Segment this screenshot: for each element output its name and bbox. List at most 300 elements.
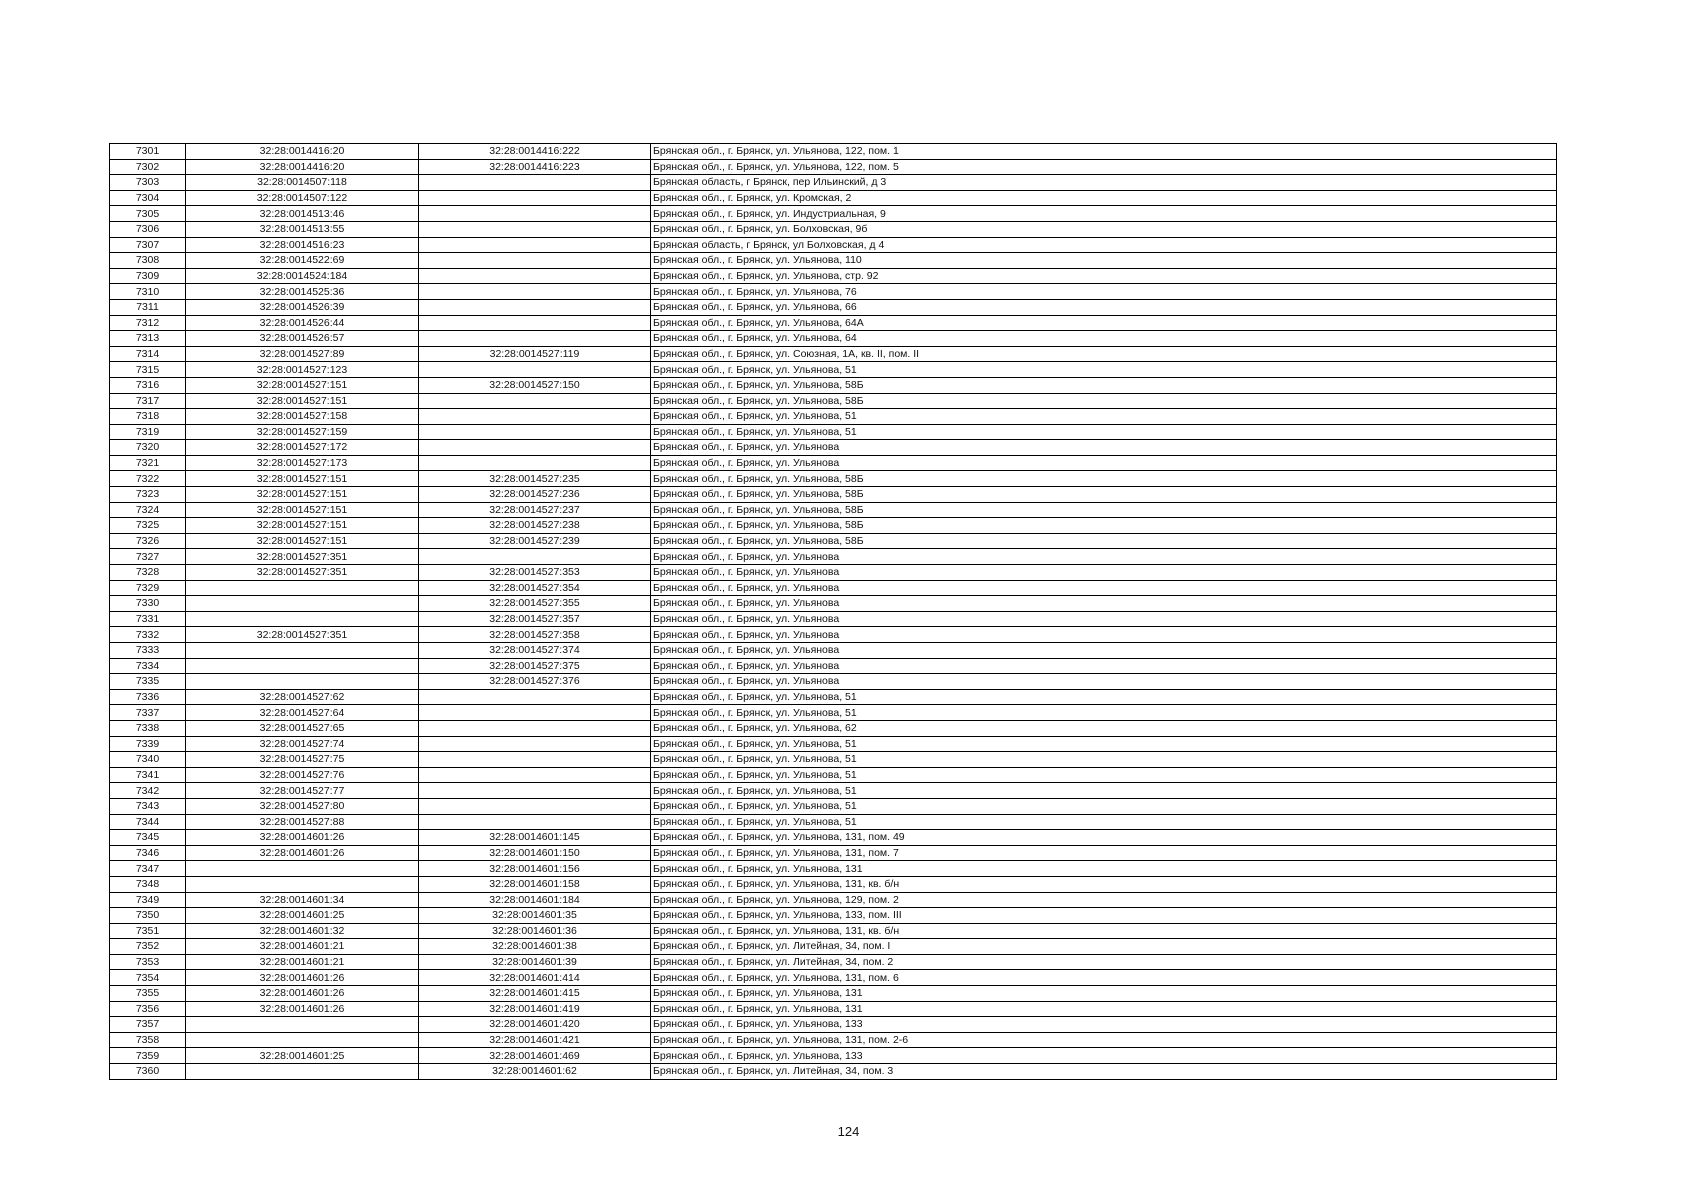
object-cadastral-number-cell	[419, 783, 651, 799]
address-cell: Брянская обл., г. Брянск, ул. Ульянова, 51	[651, 767, 1557, 783]
object-cadastral-number-cell: 32:28:0014601:414	[419, 970, 651, 986]
table-row	[110, 892, 1557, 908]
address-cell: Брянская обл., г. Брянск, ул. Ульянова, 58Б	[651, 487, 1557, 503]
row-number-cell: 7344	[110, 814, 186, 830]
cadastral-number-cell: 32:28:0014416:20	[186, 159, 419, 175]
object-cadastral-number-cell	[419, 362, 651, 378]
row-number-cell: 7324	[110, 502, 186, 518]
table-row	[110, 627, 1557, 643]
table-row	[110, 689, 1557, 705]
cadastral-number-cell: 32:28:0014527:74	[186, 736, 419, 752]
row-number-cell: 7325	[110, 518, 186, 534]
table-row	[110, 565, 1557, 581]
table-row	[110, 986, 1557, 1002]
row-number-cell: 7355	[110, 986, 186, 1002]
row-number-cell: 7312	[110, 315, 186, 331]
object-cadastral-number-cell	[419, 455, 651, 471]
table-row	[110, 830, 1557, 846]
row-number-cell: 7302	[110, 159, 186, 175]
row-number-cell: 7360	[110, 1064, 186, 1080]
address-cell: Брянская обл., г. Брянск, ул. Ульянова, 51	[651, 424, 1557, 440]
cadastral-number-cell: 32:28:0014527:151	[186, 533, 419, 549]
object-cadastral-number-cell: 32:28:0014527:355	[419, 596, 651, 612]
row-number-cell: 7354	[110, 970, 186, 986]
cadastral-number-cell: 32:28:0014526:44	[186, 315, 419, 331]
table-row	[110, 861, 1557, 877]
cadastral-number-cell: 32:28:0014526:39	[186, 299, 419, 315]
address-cell: Брянская обл., г. Брянск, ул. Ульянова	[651, 596, 1557, 612]
cadastral-number-cell: 32:28:0014527:151	[186, 471, 419, 487]
address-cell: Брянская обл., г. Брянск, ул. Литейная, 34, пом. I	[651, 939, 1557, 955]
object-cadastral-number-cell: 32:28:0014601:184	[419, 892, 651, 908]
cadastral-number-cell: 32:28:0014527:159	[186, 424, 419, 440]
table-row	[110, 643, 1557, 659]
address-cell: Брянская обл., г. Брянск, ул. Болховская, 9б	[651, 221, 1557, 237]
object-cadastral-number-cell: 32:28:0014527:239	[419, 533, 651, 549]
address-cell: Брянская обл., г. Брянск, ул. Ульянова, 51	[651, 689, 1557, 705]
cadastral-number-cell	[186, 876, 419, 892]
row-number-cell: 7321	[110, 455, 186, 471]
cadastral-number-cell	[186, 1064, 419, 1080]
cadastral-number-cell: 32:28:0014527:172	[186, 440, 419, 456]
row-number-cell: 7351	[110, 923, 186, 939]
table-row	[110, 1064, 1557, 1080]
address-cell: Брянская область, г Брянск, пер Ильинский, д 3	[651, 175, 1557, 191]
table-row	[110, 923, 1557, 939]
object-cadastral-number-cell	[419, 237, 651, 253]
table-row	[110, 393, 1557, 409]
table-row	[110, 409, 1557, 425]
table-row	[110, 175, 1557, 191]
cadastral-number-cell: 32:28:0014416:20	[186, 144, 419, 160]
address-cell: Брянская обл., г. Брянск, ул. Ульянова, 76	[651, 284, 1557, 300]
table-row	[110, 299, 1557, 315]
address-cell: Брянская обл., г. Брянск, ул. Ульянова, 51	[651, 705, 1557, 721]
table-row	[110, 736, 1557, 752]
row-number-cell: 7310	[110, 284, 186, 300]
address-cell: Брянская обл., г. Брянск, ул. Ульянова	[651, 658, 1557, 674]
table-row	[110, 611, 1557, 627]
object-cadastral-number-cell: 32:28:0014601:158	[419, 876, 651, 892]
row-number-cell: 7357	[110, 1017, 186, 1033]
address-cell: Брянская обл., г. Брянск, ул. Ульянова, 58Б	[651, 518, 1557, 534]
row-number-cell: 7349	[110, 892, 186, 908]
address-cell: Брянская обл., г. Брянск, ул. Ульянова	[651, 565, 1557, 581]
cadastral-number-cell: 32:28:0014527:151	[186, 518, 419, 534]
row-number-cell: 7356	[110, 1001, 186, 1017]
row-number-cell: 7338	[110, 720, 186, 736]
row-number-cell: 7323	[110, 487, 186, 503]
address-cell: Брянская обл., г. Брянск, ул. Ульянова, 131	[651, 1001, 1557, 1017]
cadastral-number-cell: 32:28:0014527:123	[186, 362, 419, 378]
object-cadastral-number-cell: 32:28:0014527:119	[419, 346, 651, 362]
row-number-cell: 7314	[110, 346, 186, 362]
address-cell: Брянская обл., г. Брянск, ул. Ульянова	[651, 643, 1557, 659]
object-cadastral-number-cell: 32:28:0014527:150	[419, 377, 651, 393]
cadastral-number-cell: 32:28:0014601:26	[186, 986, 419, 1002]
cadastral-number-cell: 32:28:0014601:26	[186, 970, 419, 986]
row-number-cell: 7337	[110, 705, 186, 721]
cadastral-number-cell	[186, 596, 419, 612]
row-number-cell: 7303	[110, 175, 186, 191]
row-number-cell: 7348	[110, 876, 186, 892]
row-number-cell: 7347	[110, 861, 186, 877]
table-row	[110, 845, 1557, 861]
table-row	[110, 253, 1557, 269]
address-cell: Брянская обл., г. Брянск, ул. Ульянова, 58Б	[651, 377, 1557, 393]
table-row	[110, 580, 1557, 596]
object-cadastral-number-cell	[419, 175, 651, 191]
row-number-cell: 7305	[110, 206, 186, 222]
row-number-cell: 7327	[110, 549, 186, 565]
cadastral-number-cell	[186, 580, 419, 596]
address-cell: Брянская обл., г. Брянск, ул. Ульянова, 51	[651, 736, 1557, 752]
cadastral-number-cell	[186, 674, 419, 690]
row-number-cell: 7326	[110, 533, 186, 549]
cadastral-number-cell: 32:28:0014527:77	[186, 783, 419, 799]
object-cadastral-number-cell: 32:28:0014527:374	[419, 643, 651, 659]
cadastral-number-cell: 32:28:0014527:151	[186, 502, 419, 518]
object-cadastral-number-cell: 32:28:0014527:358	[419, 627, 651, 643]
table-row	[110, 315, 1557, 331]
cadastral-number-cell: 32:28:0014601:21	[186, 954, 419, 970]
cadastral-number-cell: 32:28:0014527:75	[186, 752, 419, 768]
table-row	[110, 221, 1557, 237]
object-cadastral-number-cell	[419, 720, 651, 736]
row-number-cell: 7317	[110, 393, 186, 409]
row-number-cell: 7342	[110, 783, 186, 799]
cadastral-number-cell: 32:28:0014601:26	[186, 1001, 419, 1017]
object-cadastral-number-cell: 32:28:0014527:353	[419, 565, 651, 581]
object-cadastral-number-cell: 32:28:0014416:223	[419, 159, 651, 175]
table-row	[110, 346, 1557, 362]
address-cell: Брянская обл., г. Брянск, ул. Литейная, 34, пом. 3	[651, 1064, 1557, 1080]
table-row	[110, 596, 1557, 612]
table-row	[110, 720, 1557, 736]
table-row	[110, 206, 1557, 222]
object-cadastral-number-cell: 32:28:0014601:145	[419, 830, 651, 846]
address-cell: Брянская обл., г. Брянск, ул. Ульянова, 133	[651, 1048, 1557, 1064]
address-cell: Брянская обл., г. Брянск, ул. Ульянова, стр. 92	[651, 268, 1557, 284]
object-cadastral-number-cell	[419, 424, 651, 440]
address-cell: Брянская область, г Брянск, ул Болховская, д 4	[651, 237, 1557, 253]
cadastral-number-cell	[186, 611, 419, 627]
address-cell: Брянская обл., г. Брянск, ул. Ульянова, 122, пом. 5	[651, 159, 1557, 175]
row-number-cell: 7328	[110, 565, 186, 581]
object-cadastral-number-cell: 32:28:0014601:469	[419, 1048, 651, 1064]
table-row	[110, 783, 1557, 799]
row-number-cell: 7346	[110, 845, 186, 861]
table-row	[110, 144, 1557, 160]
object-cadastral-number-cell: 32:28:0014416:222	[419, 144, 651, 160]
address-cell: Брянская обл., г. Брянск, ул. Ульянова, 58Б	[651, 471, 1557, 487]
row-number-cell: 7311	[110, 299, 186, 315]
object-cadastral-number-cell: 32:28:0014601:415	[419, 986, 651, 1002]
table-row	[110, 268, 1557, 284]
cadastral-number-cell: 32:28:0014527:158	[186, 409, 419, 425]
row-number-cell: 7340	[110, 752, 186, 768]
row-number-cell: 7319	[110, 424, 186, 440]
table-row	[110, 767, 1557, 783]
object-cadastral-number-cell: 32:28:0014601:35	[419, 908, 651, 924]
object-cadastral-number-cell	[419, 752, 651, 768]
object-cadastral-number-cell	[419, 284, 651, 300]
cadastral-number-cell: 32:28:0014526:57	[186, 331, 419, 347]
address-cell: Брянская обл., г. Брянск, ул. Ульянова, 131, кв. б/н	[651, 923, 1557, 939]
table-row	[110, 970, 1557, 986]
row-number-cell: 7322	[110, 471, 186, 487]
address-cell: Брянская обл., г. Брянск, ул. Ульянова, 131, пом. 49	[651, 830, 1557, 846]
object-cadastral-number-cell	[419, 409, 651, 425]
table-row	[110, 487, 1557, 503]
address-cell: Брянская обл., г. Брянск, ул. Ульянова, 64	[651, 331, 1557, 347]
object-cadastral-number-cell: 32:28:0014601:150	[419, 845, 651, 861]
object-cadastral-number-cell: 32:28:0014601:36	[419, 923, 651, 939]
object-cadastral-number-cell: 32:28:0014601:420	[419, 1017, 651, 1033]
cadastral-number-cell: 32:28:0014527:351	[186, 627, 419, 643]
cadastral-number-cell: 32:28:0014513:55	[186, 221, 419, 237]
cadastral-number-cell: 32:28:0014601:26	[186, 845, 419, 861]
cadastral-number-cell	[186, 658, 419, 674]
cadastral-number-cell: 32:28:0014601:25	[186, 1048, 419, 1064]
address-cell: Брянская обл., г. Брянск, ул. Ульянова, 51	[651, 362, 1557, 378]
table-row	[110, 440, 1557, 456]
address-cell: Брянская обл., г. Брянск, ул. Ульянова, 110	[651, 253, 1557, 269]
object-cadastral-number-cell	[419, 767, 651, 783]
address-cell: Брянская обл., г. Брянск, ул. Ульянова, 131	[651, 986, 1557, 1002]
object-cadastral-number-cell	[419, 440, 651, 456]
object-cadastral-number-cell	[419, 549, 651, 565]
cadastral-number-cell	[186, 1032, 419, 1048]
property-registry-table	[109, 143, 1557, 1080]
registry-table-body	[110, 144, 1557, 1080]
object-cadastral-number-cell	[419, 331, 651, 347]
address-cell: Брянская обл., г. Брянск, ул. Ульянова, 131, кв. б/н	[651, 876, 1557, 892]
table-row	[110, 331, 1557, 347]
row-number-cell: 7313	[110, 331, 186, 347]
object-cadastral-number-cell	[419, 299, 651, 315]
row-number-cell: 7330	[110, 596, 186, 612]
row-number-cell: 7329	[110, 580, 186, 596]
object-cadastral-number-cell: 32:28:0014601:39	[419, 954, 651, 970]
object-cadastral-number-cell	[419, 705, 651, 721]
table-row	[110, 939, 1557, 955]
object-cadastral-number-cell: 32:28:0014527:236	[419, 487, 651, 503]
table-row	[110, 502, 1557, 518]
row-number-cell: 7343	[110, 798, 186, 814]
row-number-cell: 7341	[110, 767, 186, 783]
address-cell: Брянская обл., г. Брянск, ул. Ульянова	[651, 455, 1557, 471]
object-cadastral-number-cell	[419, 736, 651, 752]
address-cell: Брянская обл., г. Брянск, ул. Ульянова, 64А	[651, 315, 1557, 331]
table-row	[110, 908, 1557, 924]
object-cadastral-number-cell	[419, 798, 651, 814]
cadastral-number-cell: 32:28:0014527:351	[186, 565, 419, 581]
address-cell: Брянская обл., г. Брянск, ул. Ульянова, 51	[651, 814, 1557, 830]
cadastral-number-cell: 32:28:0014527:351	[186, 549, 419, 565]
row-number-cell: 7358	[110, 1032, 186, 1048]
cadastral-number-cell: 32:28:0014527:65	[186, 720, 419, 736]
row-number-cell: 7333	[110, 643, 186, 659]
table-row	[110, 798, 1557, 814]
object-cadastral-number-cell	[419, 221, 651, 237]
table-row	[110, 190, 1557, 206]
address-cell: Брянская обл., г. Брянск, ул. Ульянова, 62	[651, 720, 1557, 736]
row-number-cell: 7320	[110, 440, 186, 456]
table-row	[110, 752, 1557, 768]
table-row	[110, 455, 1557, 471]
address-cell: Брянская обл., г. Брянск, ул. Индустриальная, 9	[651, 206, 1557, 222]
row-number-cell: 7352	[110, 939, 186, 955]
cadastral-number-cell: 32:28:0014601:26	[186, 830, 419, 846]
row-number-cell: 7339	[110, 736, 186, 752]
object-cadastral-number-cell: 32:28:0014601:62	[419, 1064, 651, 1080]
row-number-cell: 7335	[110, 674, 186, 690]
address-cell: Брянская обл., г. Брянск, ул. Ульянова, 131, пом. 7	[651, 845, 1557, 861]
address-cell: Брянская обл., г. Брянск, ул. Ульянова, 66	[651, 299, 1557, 315]
table-row	[110, 424, 1557, 440]
cadastral-number-cell: 32:28:0014513:46	[186, 206, 419, 222]
address-cell: Брянская обл., г. Брянск, ул. Ульянова, 51	[651, 783, 1557, 799]
address-cell: Брянская обл., г. Брянск, ул. Ульянова, 122, пом. 1	[651, 144, 1557, 160]
object-cadastral-number-cell: 32:28:0014527:376	[419, 674, 651, 690]
object-cadastral-number-cell	[419, 190, 651, 206]
cadastral-number-cell: 32:28:0014524:184	[186, 268, 419, 284]
table-row	[110, 658, 1557, 674]
cadastral-number-cell: 32:28:0014507:122	[186, 190, 419, 206]
table-row	[110, 237, 1557, 253]
address-cell: Брянская обл., г. Брянск, ул. Ульянова, 131, пом. 2-6	[651, 1032, 1557, 1048]
cadastral-number-cell: 32:28:0014527:151	[186, 393, 419, 409]
object-cadastral-number-cell: 32:28:0014527:235	[419, 471, 651, 487]
address-cell: Брянская обл., г. Брянск, ул. Ульянова, 131, пом. 6	[651, 970, 1557, 986]
object-cadastral-number-cell	[419, 393, 651, 409]
table-row	[110, 518, 1557, 534]
table-row	[110, 1017, 1557, 1033]
table-row	[110, 1032, 1557, 1048]
address-cell: Брянская обл., г. Брянск, ул. Литейная, 34, пом. 2	[651, 954, 1557, 970]
cadastral-number-cell: 32:28:0014527:89	[186, 346, 419, 362]
cadastral-number-cell: 32:28:0014601:21	[186, 939, 419, 955]
address-cell: Брянская обл., г. Брянск, ул. Ульянова	[651, 440, 1557, 456]
address-cell: Брянская обл., г. Брянск, ул. Ульянова	[651, 674, 1557, 690]
address-cell: Брянская обл., г. Брянск, ул. Ульянова, 131	[651, 861, 1557, 877]
table-row	[110, 705, 1557, 721]
address-cell: Брянская обл., г. Брянск, ул. Ульянова, 133, пом. III	[651, 908, 1557, 924]
row-number-cell: 7318	[110, 409, 186, 425]
object-cadastral-number-cell: 32:28:0014527:238	[419, 518, 651, 534]
object-cadastral-number-cell: 32:28:0014527:354	[419, 580, 651, 596]
table-row	[110, 876, 1557, 892]
table-row	[110, 954, 1557, 970]
address-cell: Брянская обл., г. Брянск, ул. Ульянова	[651, 580, 1557, 596]
address-cell: Брянская обл., г. Брянск, ул. Кромская, 2	[651, 190, 1557, 206]
address-cell: Брянская обл., г. Брянск, ул. Ульянова, 58Б	[651, 533, 1557, 549]
address-cell: Брянская обл., г. Брянск, ул. Ульянова, 58Б	[651, 393, 1557, 409]
cadastral-number-cell: 32:28:0014527:173	[186, 455, 419, 471]
address-cell: Брянская обл., г. Брянск, ул. Ульянова	[651, 549, 1557, 565]
cadastral-number-cell: 32:28:0014516:23	[186, 237, 419, 253]
object-cadastral-number-cell	[419, 689, 651, 705]
cadastral-number-cell: 32:28:0014527:151	[186, 377, 419, 393]
table-row	[110, 362, 1557, 378]
cadastral-number-cell: 32:28:0014527:76	[186, 767, 419, 783]
cadastral-number-cell: 32:28:0014527:64	[186, 705, 419, 721]
table-row	[110, 674, 1557, 690]
row-number-cell: 7304	[110, 190, 186, 206]
address-cell: Брянская обл., г. Брянск, ул. Ульянова	[651, 611, 1557, 627]
table-row	[110, 1048, 1557, 1064]
table-row	[110, 814, 1557, 830]
cadastral-number-cell: 32:28:0014507:118	[186, 175, 419, 191]
cadastral-number-cell: 32:28:0014527:88	[186, 814, 419, 830]
object-cadastral-number-cell: 32:28:0014601:421	[419, 1032, 651, 1048]
table-row	[110, 471, 1557, 487]
address-cell: Брянская обл., г. Брянск, ул. Ульянова, 58Б	[651, 502, 1557, 518]
cadastral-number-cell: 32:28:0014601:32	[186, 923, 419, 939]
object-cadastral-number-cell	[419, 253, 651, 269]
cadastral-number-cell: 32:28:0014522:69	[186, 253, 419, 269]
table-row	[110, 1001, 1557, 1017]
address-cell: Брянская обл., г. Брянск, ул. Ульянова	[651, 627, 1557, 643]
table-row	[110, 284, 1557, 300]
cadastral-number-cell: 32:28:0014527:62	[186, 689, 419, 705]
row-number-cell: 7331	[110, 611, 186, 627]
object-cadastral-number-cell: 32:28:0014527:375	[419, 658, 651, 674]
cadastral-number-cell	[186, 643, 419, 659]
cadastral-number-cell: 32:28:0014601:34	[186, 892, 419, 908]
cadastral-number-cell: 32:28:0014601:25	[186, 908, 419, 924]
row-number-cell: 7345	[110, 830, 186, 846]
cadastral-number-cell: 32:28:0014527:151	[186, 487, 419, 503]
address-cell: Брянская обл., г. Брянск, ул. Союзная, 1А, кв. II, пом. II	[651, 346, 1557, 362]
object-cadastral-number-cell: 32:28:0014601:38	[419, 939, 651, 955]
object-cadastral-number-cell: 32:28:0014601:156	[419, 861, 651, 877]
cadastral-number-cell: 32:28:0014525:36	[186, 284, 419, 300]
row-number-cell: 7353	[110, 954, 186, 970]
row-number-cell: 7301	[110, 144, 186, 160]
row-number-cell: 7334	[110, 658, 186, 674]
table-row	[110, 533, 1557, 549]
cadastral-number-cell	[186, 861, 419, 877]
address-cell: Брянская обл., г. Брянск, ул. Ульянова, 133	[651, 1017, 1557, 1033]
object-cadastral-number-cell: 32:28:0014527:237	[419, 502, 651, 518]
object-cadastral-number-cell	[419, 206, 651, 222]
object-cadastral-number-cell: 32:28:0014601:419	[419, 1001, 651, 1017]
row-number-cell: 7306	[110, 221, 186, 237]
cadastral-number-cell	[186, 1017, 419, 1033]
row-number-cell: 7359	[110, 1048, 186, 1064]
row-number-cell: 7332	[110, 627, 186, 643]
object-cadastral-number-cell	[419, 315, 651, 331]
address-cell: Брянская обл., г. Брянск, ул. Ульянова, 51	[651, 409, 1557, 425]
address-cell: Брянская обл., г. Брянск, ул. Ульянова, 51	[651, 798, 1557, 814]
table-row	[110, 377, 1557, 393]
object-cadastral-number-cell	[419, 814, 651, 830]
address-cell: Брянская обл., г. Брянск, ул. Ульянова, 51	[651, 752, 1557, 768]
row-number-cell: 7350	[110, 908, 186, 924]
cadastral-number-cell: 32:28:0014527:80	[186, 798, 419, 814]
row-number-cell: 7307	[110, 237, 186, 253]
row-number-cell: 7309	[110, 268, 186, 284]
object-cadastral-number-cell: 32:28:0014527:357	[419, 611, 651, 627]
row-number-cell: 7316	[110, 377, 186, 393]
address-cell: Брянская обл., г. Брянск, ул. Ульянова, 129, пом. 2	[651, 892, 1557, 908]
table-row	[110, 159, 1557, 175]
row-number-cell: 7336	[110, 689, 186, 705]
table-row	[110, 549, 1557, 565]
object-cadastral-number-cell	[419, 268, 651, 284]
